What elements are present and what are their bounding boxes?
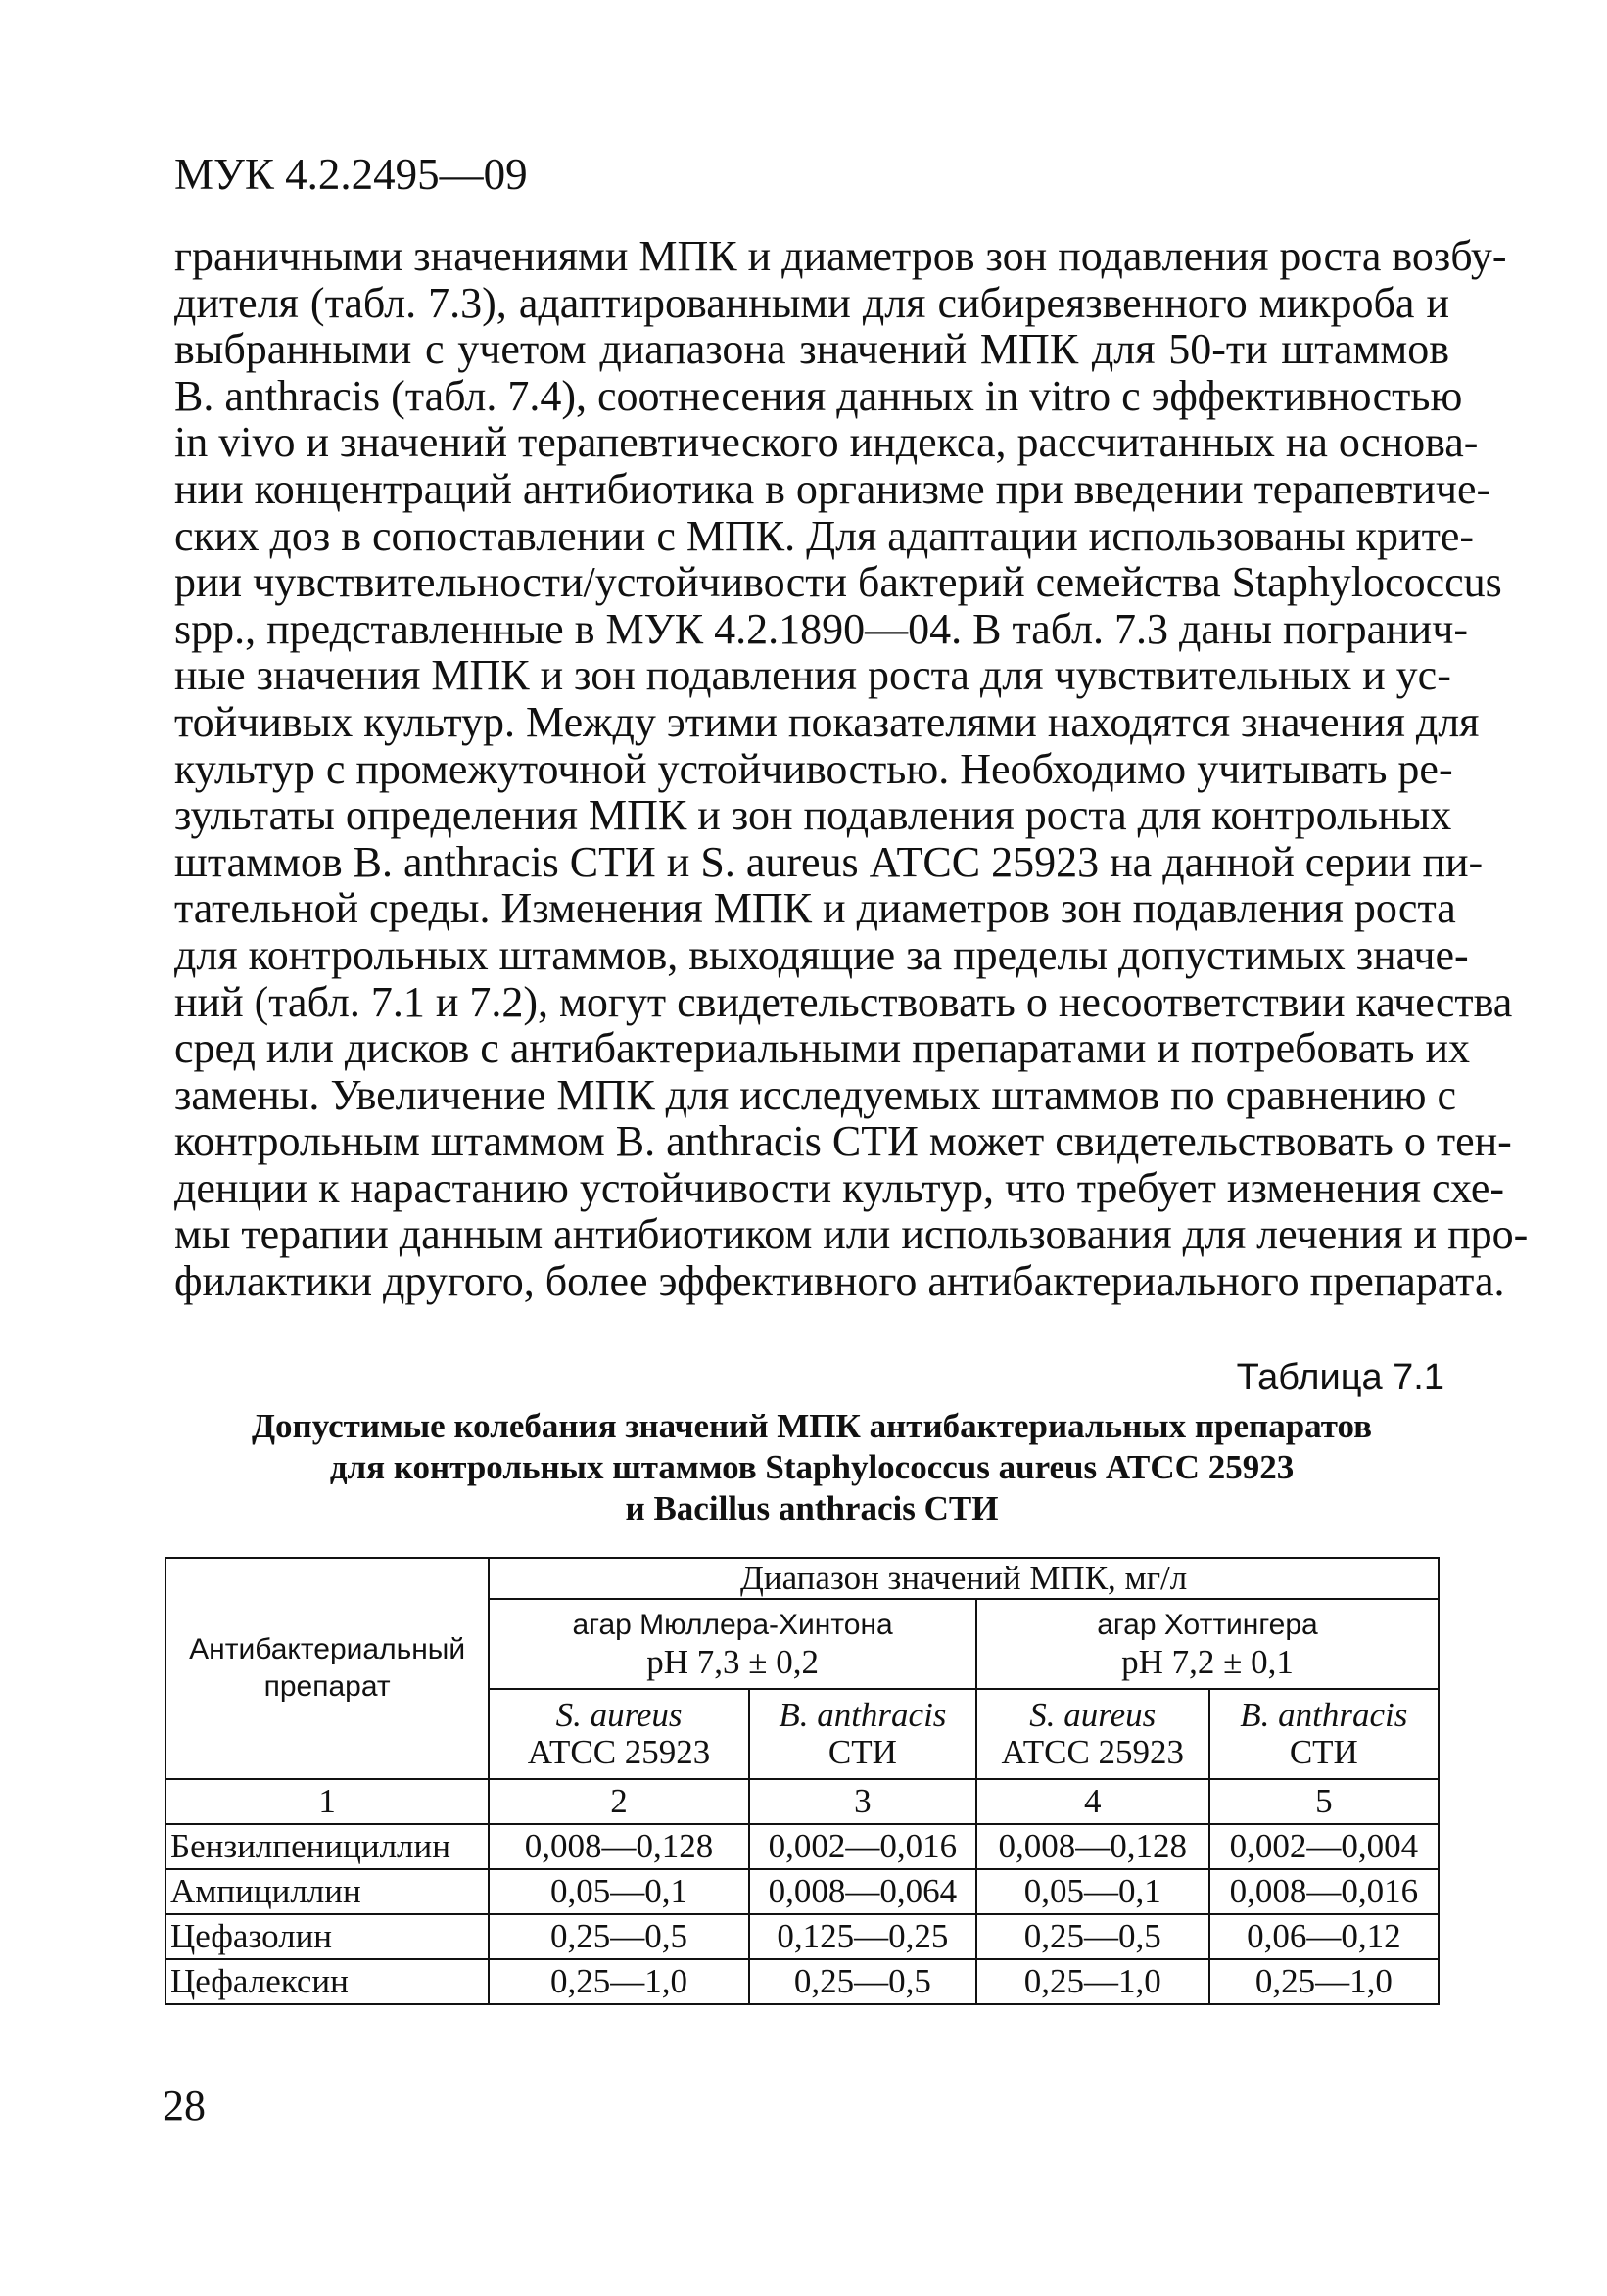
column-number-row [165, 1779, 1439, 1824]
mpk-value: 0,05—0,1 [976, 1869, 1209, 1914]
medium-ph: pH 7,2 ± 0,1 [1121, 1643, 1294, 1681]
table-label: Таблица 7.1 [1236, 1357, 1444, 1398]
body-line: граничными значениями МПК и диаметров зон подавления роста возбу- [174, 232, 1507, 280]
column-number: 1 [165, 1779, 489, 1824]
caption-line-3: и Bacillus anthracis СТИ [625, 1489, 999, 1527]
body-line: культур с промежуточной устойчивостью. Необходимо учитывать ре- [174, 744, 1453, 793]
column-number: 4 [976, 1779, 1209, 1824]
caption-line-1: Допустимые колебания значений МПК антибактериальных препаратов [251, 1407, 1373, 1445]
body-line: зультаты определения МПК и зон подавления роста для контрольных [174, 791, 1452, 840]
strain-id: СТИ [1289, 1733, 1358, 1771]
body-line: замены. Увеличение МПК для исследуемых штаммов по сравнению с [174, 1070, 1457, 1119]
strain-header-4 [1209, 1689, 1439, 1779]
strain-header-1 [489, 1689, 749, 1779]
drug-name: Цефазолин [165, 1914, 489, 1959]
column-number: 2 [489, 1779, 749, 1824]
mpk-value: 0,25—1,0 [489, 1959, 749, 2004]
body-line: рии чувствительности/устойчивости бактерий семейства Staphylococcus [174, 558, 1502, 607]
body-paragraph [174, 232, 1529, 1306]
body-line: дителя (табл. 7.3), адаптированными для сибиреязвенного микроба и [174, 278, 1449, 327]
mpk-value: 0,25—1,0 [1209, 1959, 1439, 2004]
table-row [165, 1959, 1439, 2004]
mpk-value: 0,06—0,12 [1209, 1914, 1439, 1959]
drug-name: Ампициллин [165, 1869, 489, 1914]
strain-species: S. aureus [1029, 1696, 1157, 1734]
mpk-value: 0,008—0,128 [976, 1824, 1209, 1869]
table-row [165, 1824, 1439, 1869]
column-number: 5 [1209, 1779, 1439, 1824]
table-row [165, 1869, 1439, 1914]
page-number: 28 [163, 2082, 206, 2130]
strain-species: B. anthracis [1240, 1696, 1408, 1734]
strain-id: АТСС 25923 [1001, 1733, 1185, 1771]
mpk-value: 0,008—0,128 [489, 1824, 749, 1869]
body-line: ний (табл. 7.1 и 7.2), могут свидетельствовать о несоответствии качества [174, 977, 1513, 1026]
range-header: Диапазон значений МПК, мг/л [489, 1558, 1439, 1599]
mpk-value: 0,008—0,016 [1209, 1869, 1439, 1914]
mpk-value: 0,002—0,004 [1209, 1824, 1439, 1869]
table-row [165, 1914, 1439, 1959]
body-line: контрольным штаммом B. anthracis СТИ может свидетельствовать о тен- [174, 1117, 1512, 1166]
strain-id: СТИ [827, 1733, 897, 1771]
body-line: тательной среды. Изменения МПК и диаметров зон подавления роста [174, 884, 1456, 933]
body-line: штаммов B. anthracis СТИ и S. aureus АТСС 25923 на данной серии пи- [174, 837, 1484, 886]
body-line: нии концентраций антибиотика в организме при введении терапевтиче- [174, 464, 1491, 513]
table-caption [174, 1406, 1449, 1529]
medium-ph: pH 7,3 ± 0,2 [646, 1643, 819, 1681]
body-line: тойчивых культур. Между этими показателями находятся значения для [174, 697, 1480, 746]
body-line: spp., представленные в МУК 4.2.1890—04. В табл. 7.3 даны погранич- [174, 604, 1469, 653]
body-line: сред или дисков с антибактериальными препаратами и потребовать их [174, 1024, 1470, 1073]
column-number: 3 [749, 1779, 976, 1824]
mpk-value: 0,008—0,064 [749, 1869, 976, 1914]
strain-species: B. anthracis [779, 1696, 947, 1734]
mpk-value: 0,25—0,5 [489, 1914, 749, 1959]
body-line: для контрольных штаммов, выходящие за пределы допустимых значе- [174, 930, 1469, 979]
medium-header-1 [489, 1599, 976, 1689]
body-line: ских доз в сопоставлении с МПК. Для адаптации использованы крите- [174, 511, 1475, 560]
strain-header-2 [749, 1689, 976, 1779]
strain-id: АТСС 25923 [527, 1733, 711, 1771]
strain-header-3 [976, 1689, 1209, 1779]
mpk-value: 0,25—0,5 [976, 1914, 1209, 1959]
drug-column-header: Антибактериальный препарат [165, 1558, 489, 1779]
mpk-value: 0,25—0,5 [749, 1959, 976, 2004]
medium-header-2 [976, 1599, 1439, 1689]
body-line: ные значения МПК и зон подавления роста для чувствительных и ус- [174, 651, 1451, 700]
medium-name: агар Хоттингера [1097, 1609, 1318, 1641]
mpk-table [165, 1557, 1440, 2005]
body-line: in vivo и значений терапевтического индекса, рассчитанных на основа- [174, 418, 1479, 467]
document-code: МУК 4.2.2495—09 [174, 150, 528, 199]
body-line: B. anthracis (табл. 7.4), соотнесения данных in vitro с эффективностью [174, 371, 1463, 420]
drug-name: Цефалексин [165, 1959, 489, 2004]
body-line: денции к нарастанию устойчивости культур, что требует изменения схе- [174, 1163, 1505, 1212]
strain-species: S. aureus [555, 1696, 683, 1734]
medium-name: агар Мюллера-Хинтона [572, 1609, 893, 1641]
mpk-value: 0,25—1,0 [976, 1959, 1209, 2004]
mpk-value: 0,05—0,1 [489, 1869, 749, 1914]
drug-name: Бензилпенициллин [165, 1824, 489, 1869]
body-line: мы терапии данным антибиотиком или использования для лечения и про- [174, 1210, 1529, 1259]
body-line: выбранными с учетом диапазона значений МПК для 50-ти штаммов [174, 325, 1449, 374]
mpk-value: 0,125—0,25 [749, 1914, 976, 1959]
caption-line-2: для контрольных штаммов Staphylococcus aureus АТСС 25923 [329, 1448, 1295, 1486]
mpk-value: 0,002—0,016 [749, 1824, 976, 1869]
body-line: филактики другого, более эффективного антибактериального препарата. [174, 1257, 1505, 1306]
